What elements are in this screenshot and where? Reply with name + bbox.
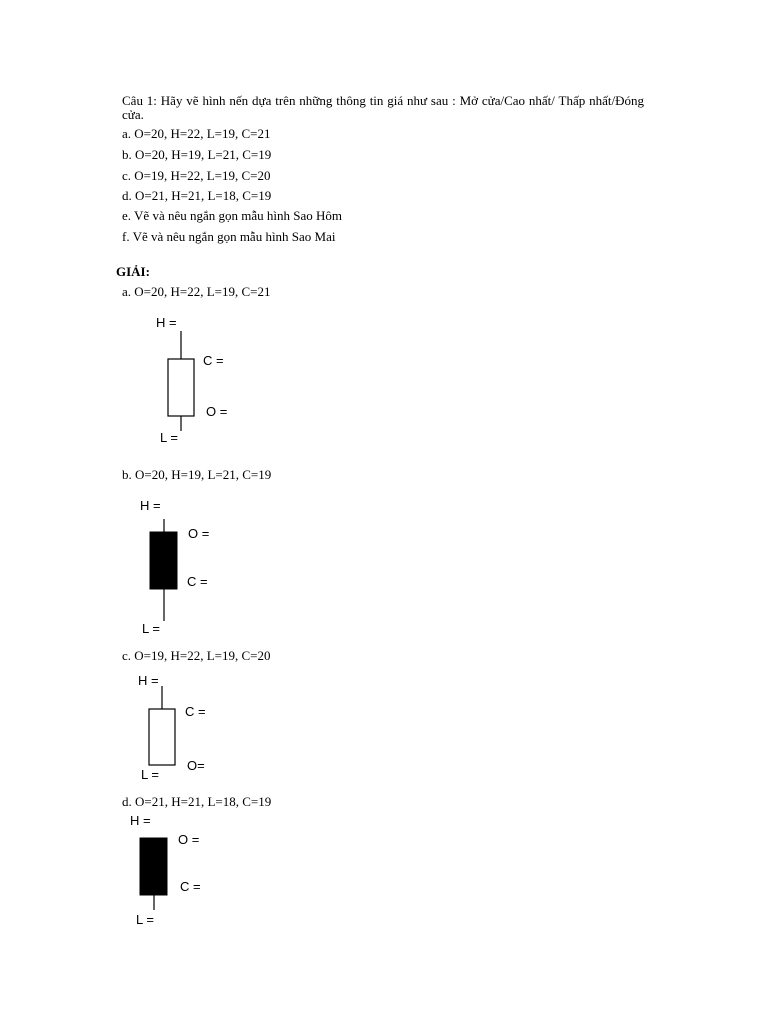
- label-low-b: L =: [142, 621, 160, 636]
- label-low-a: L =: [160, 430, 178, 445]
- label-open-c: O=: [187, 758, 205, 773]
- label-close-a: C =: [203, 353, 224, 368]
- candle-b: [150, 519, 177, 621]
- solution-heading-c: c. O=19, H=22, L=19, C=20: [122, 648, 271, 663]
- candle-d-body: [140, 838, 167, 895]
- question-text: Câu 1: Hãy vẽ hình nến dựa trên những thông tin giá như sau : Mở cửa/Cao nhất/ Thấp nhất/Đóng cửa.: [122, 93, 644, 122]
- label-high-d: H =: [130, 813, 151, 828]
- label-low-c: L =: [141, 767, 159, 782]
- question-item-c: c. O=19, H=22, L=19, C=20: [122, 168, 271, 183]
- label-close-c: C =: [185, 704, 206, 719]
- question-item-b: b. O=20, H=19, L=21, C=19: [122, 147, 272, 162]
- label-open-b: O =: [188, 526, 210, 541]
- label-open-a: O =: [206, 404, 228, 419]
- label-high-c: H =: [138, 673, 159, 688]
- label-close-d: C =: [180, 879, 201, 894]
- label-high-b: H =: [140, 498, 161, 513]
- solution-heading-a: a. O=20, H=22, L=19, C=21: [122, 284, 271, 299]
- candle-a-body: [168, 359, 194, 416]
- question-item-e: e. Vẽ và nêu ngắn gọn mẫu hình Sao Hôm: [122, 208, 342, 223]
- label-open-d: O =: [178, 832, 200, 847]
- solution-heading-b: b. O=20, H=19, L=21, C=19: [122, 467, 272, 482]
- question-item-a: a. O=20, H=22, L=19, C=21: [122, 126, 271, 141]
- candle-c: [149, 686, 175, 765]
- candle-d: [140, 838, 167, 910]
- label-close-b: C =: [187, 574, 208, 589]
- candle-a: [168, 331, 194, 431]
- solution-title: GIẢI:: [116, 264, 150, 279]
- label-high-a: H =: [156, 315, 177, 330]
- solution-heading-d: d. O=21, H=21, L=18, C=19: [122, 794, 272, 809]
- question-item-d: d. O=21, H=21, L=18, C=19: [122, 188, 272, 203]
- question-item-f: f. Vẽ và nêu ngắn gọn mẫu hình Sao Mai: [122, 229, 336, 244]
- candle-b-body: [150, 532, 177, 589]
- label-low-d: L =: [136, 912, 154, 927]
- candle-c-body: [149, 709, 175, 765]
